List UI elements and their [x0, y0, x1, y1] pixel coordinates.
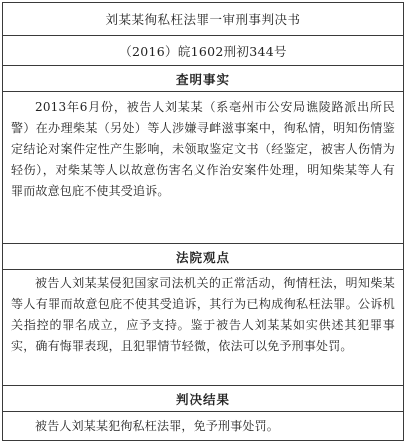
opinion-paragraph: 被告人刘某某侵犯国家司法机关的正常活动，徇情枉法，明知柴某等人有罪而故意包庇不使其受追诉，其行为已构成徇私枉法罪。公诉机关指控的罪名成立，应予支持。鉴于被告人刘某某如实供述其犯罪事实，确有悔罪表现，且犯罪情节轻微，依法可以免予刑事处罚。: [11, 276, 395, 353]
facts-paragraph: 2013年6月份，被告人刘某某（系亳州市公安局谯陵路派出所民警）在办理柴某（另处）等人涉嫌寻衅滋事案中，徇私情，明知伤情鉴定结论对案件定性产生影响，未领取鉴定文书（经鉴定，被害人伤情为轻伤），对柴某等人以故意伤害名义作治安案件处理，明知柴某等人有罪而故意包庇不使其受追诉。: [11, 100, 395, 198]
section-body-facts: [3, 92, 403, 244]
judgment-document: [2, 2, 404, 441]
verdict-paragraph: 被告人刘某某犯徇私枉法罪，免予刑事处罚。: [35, 419, 280, 433]
section-heading-court-opinion: 法院观点: [3, 244, 403, 270]
document-title: 刘某某徇私枉法罪一审刑事判决书: [3, 3, 403, 36]
section-heading-facts: 查明事实: [3, 66, 403, 92]
section-body-court-opinion: [3, 270, 403, 386]
case-number: （2016）皖1602刑初344号: [3, 36, 403, 66]
section-heading-verdict: 判决结果: [3, 386, 403, 412]
section-body-verdict: [3, 412, 403, 442]
